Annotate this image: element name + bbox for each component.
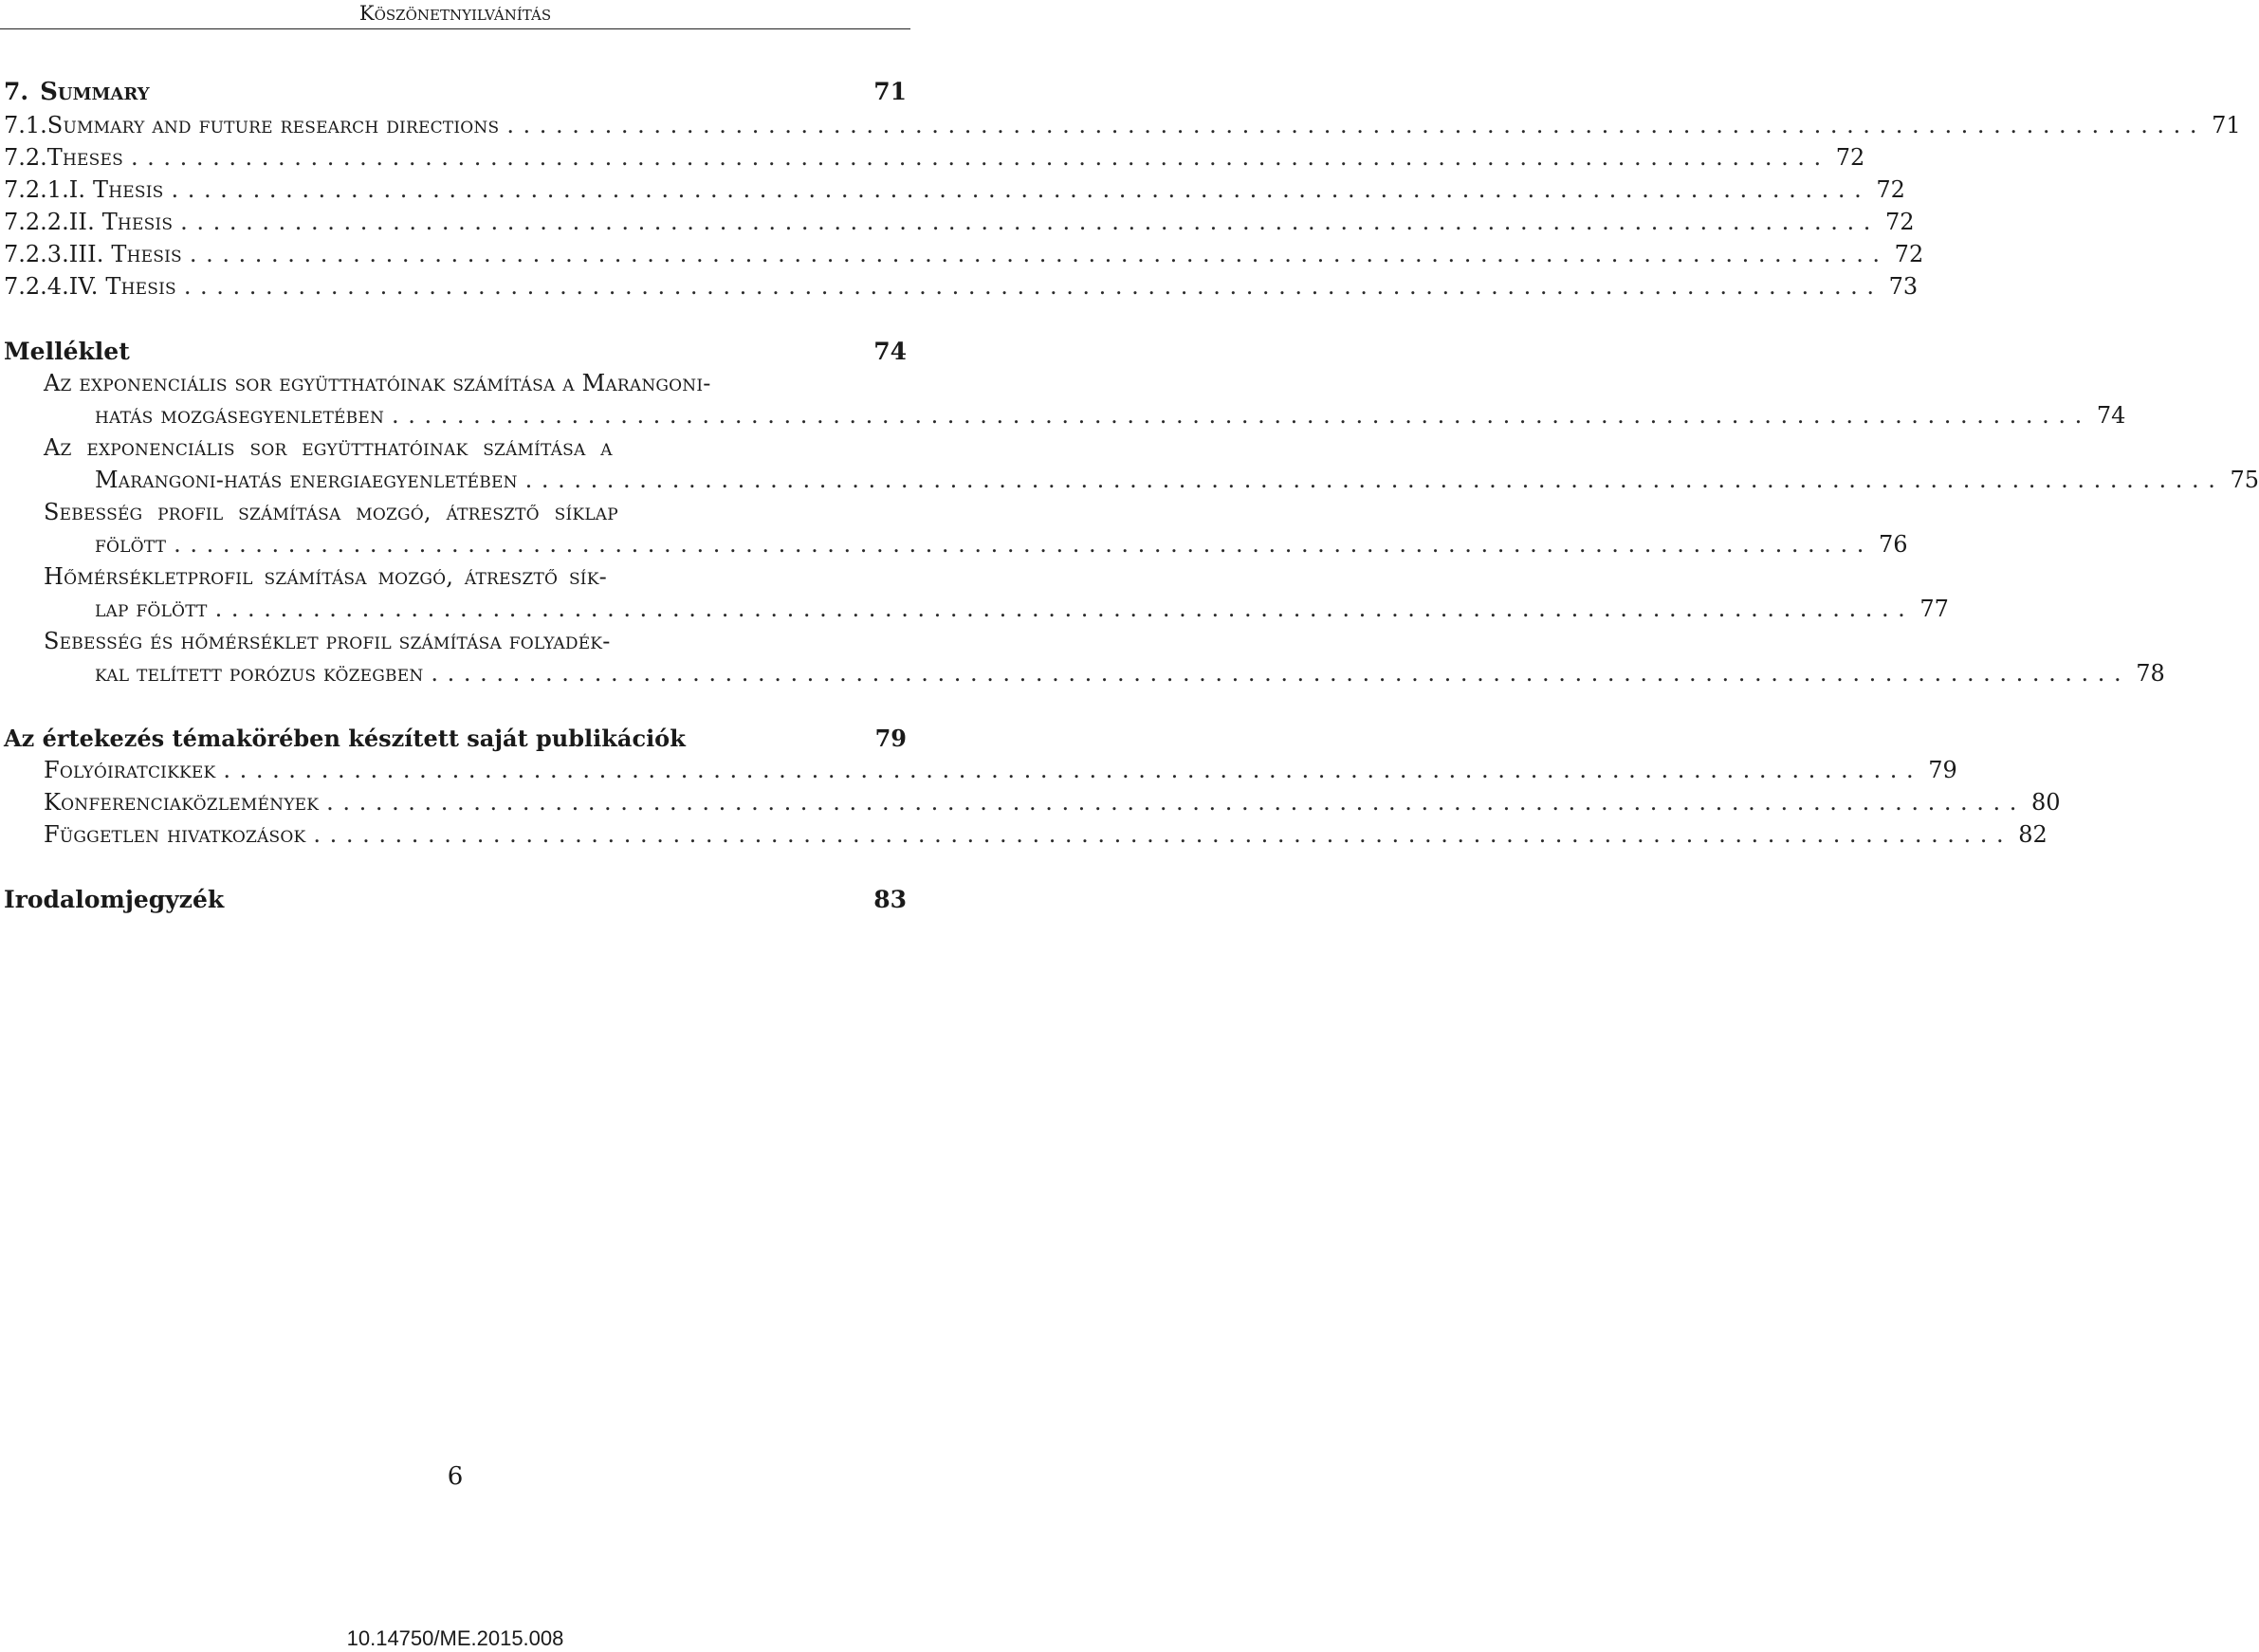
page-number: 6 [447, 1462, 464, 1491]
entry-number: 7.2. [4, 144, 47, 171]
entry-page: 71 [2212, 112, 2241, 138]
entry-page: 78 [2136, 660, 2165, 687]
dot-leader: ........................................................................................................ [130, 144, 1830, 171]
toc-chapter-summary[interactable] [4, 78, 907, 110]
entry-page: 75 [2230, 467, 2259, 493]
chapter-number: 7. [4, 78, 29, 105]
chapter-page: 83 [873, 886, 907, 913]
dot-leader: ........................................................................................................ [214, 596, 1915, 622]
dot-leader: ........................................................................................................ [180, 209, 1880, 235]
chapter-page: 74 [873, 338, 907, 365]
toc-entry[interactable] [95, 596, 1949, 628]
toc-entry-line1[interactable]: Az exponenciális sor együtthatóinak számítása a [44, 434, 613, 461]
chapter-title: Irodalomjegyzék [4, 886, 225, 913]
entry-title: Független hivatkozások [44, 821, 306, 848]
toc-entry[interactable] [95, 660, 2165, 692]
doi-footer: 10.14750/ME.2015.008 [346, 1626, 564, 1650]
toc-entry-line1[interactable]: Hőmérsékletprofil számítása mozgó, átresztő sík- [44, 563, 607, 590]
entry-number: 7.2.1. [4, 176, 69, 203]
toc-entry[interactable] [4, 209, 1915, 241]
toc-entry-line1[interactable]: Az exponenciális sor együtthatóinak számítása a Marangoni- [44, 370, 711, 396]
dot-leader: ........................................................................................................ [524, 467, 2225, 493]
entry-page: 74 [2096, 402, 2126, 429]
entry-page: 77 [1919, 596, 1949, 622]
entry-title: Marangoni-hatás energiaegyenletében [95, 467, 518, 493]
toc-chapter-melleklet[interactable] [4, 338, 907, 370]
toc-entry[interactable] [4, 241, 1924, 273]
dot-leader: ........................................................................................................ [171, 176, 1871, 203]
toc-chapter-publications[interactable] [4, 725, 907, 757]
entry-page: 82 [2018, 821, 2048, 848]
entry-page: 72 [1835, 144, 1865, 171]
entry-page: 72 [1884, 209, 1915, 235]
chapter-title: Az értekezés témakörében készített saját publikációk [4, 725, 686, 752]
entry-page: 72 [1894, 241, 1924, 267]
toc-entry[interactable] [4, 144, 1865, 176]
dot-leader: ........................................................................................................ [223, 757, 1923, 783]
dot-leader: ........................................................................................................ [392, 402, 2091, 429]
dot-leader: ........................................................................................................ [313, 821, 2013, 848]
entry-title: I. Thesis [68, 176, 164, 203]
toc-entry[interactable] [95, 402, 2126, 434]
entry-title: III. Thesis [68, 241, 182, 267]
entry-page: 80 [2030, 789, 2061, 816]
dot-leader: ........................................................................................................ [431, 660, 2131, 687]
entry-title: Theses [46, 144, 123, 171]
entry-title: II. Thesis [68, 209, 174, 235]
entry-number: 7.2.4. [4, 273, 69, 300]
entry-page: 73 [1888, 273, 1919, 300]
entry-number: 7.2.2. [4, 209, 69, 235]
entry-title: Summary and future research directions [46, 112, 500, 138]
dot-leader: ........................................................................................................ [506, 112, 2207, 138]
dot-leader: ........................................................................................................ [189, 241, 1889, 267]
entry-title: Konferenciaközlemények [44, 789, 320, 816]
running-head-title: Köszönetnyilvánítás [358, 2, 552, 25]
toc-entry[interactable] [44, 757, 1957, 789]
entry-title: Folyóiratcikkek [44, 757, 216, 783]
toc-entry-line1[interactable]: Sebesség profil számítása mozgó, átresztő síklap [44, 499, 618, 525]
running-head [0, 0, 910, 29]
toc-entry[interactable] [95, 467, 2259, 499]
entry-title: IV. Thesis [68, 273, 176, 300]
entry-title: kal telített porózus közegben [95, 660, 424, 687]
dot-leader: ........................................................................................................ [174, 531, 1873, 558]
entry-page: 79 [1928, 757, 1957, 783]
entry-number: 7.1. [4, 112, 47, 138]
entry-page: 76 [1878, 531, 1908, 558]
toc-entry[interactable] [4, 273, 1919, 305]
dot-leader: ........................................................................................................ [326, 789, 2026, 816]
entry-title: hatás mozgásegyenletében [95, 402, 385, 429]
chapter-page: 71 [873, 78, 907, 105]
entry-title: lap fölött [95, 596, 208, 622]
entry-title: fölött [95, 531, 167, 558]
toc-entry[interactable] [4, 112, 2241, 144]
toc-entry[interactable] [44, 821, 2048, 854]
toc-entry[interactable] [44, 789, 2061, 821]
entry-number: 7.2.3. [4, 241, 69, 267]
chapter-title: Summary [40, 78, 150, 106]
dot-leader: ........................................................................................................ [183, 273, 1883, 300]
toc-entry[interactable] [4, 176, 1905, 209]
entry-page: 72 [1876, 176, 1905, 203]
chapter-title: Melléklet [4, 338, 130, 365]
chapter-page: 79 [874, 725, 907, 752]
toc-entry-line1[interactable]: Sebesség és hőmérséklet profil számítása folyadék- [44, 628, 611, 654]
toc-chapter-bibliography[interactable] [4, 886, 907, 918]
toc-entry[interactable] [95, 531, 1908, 563]
